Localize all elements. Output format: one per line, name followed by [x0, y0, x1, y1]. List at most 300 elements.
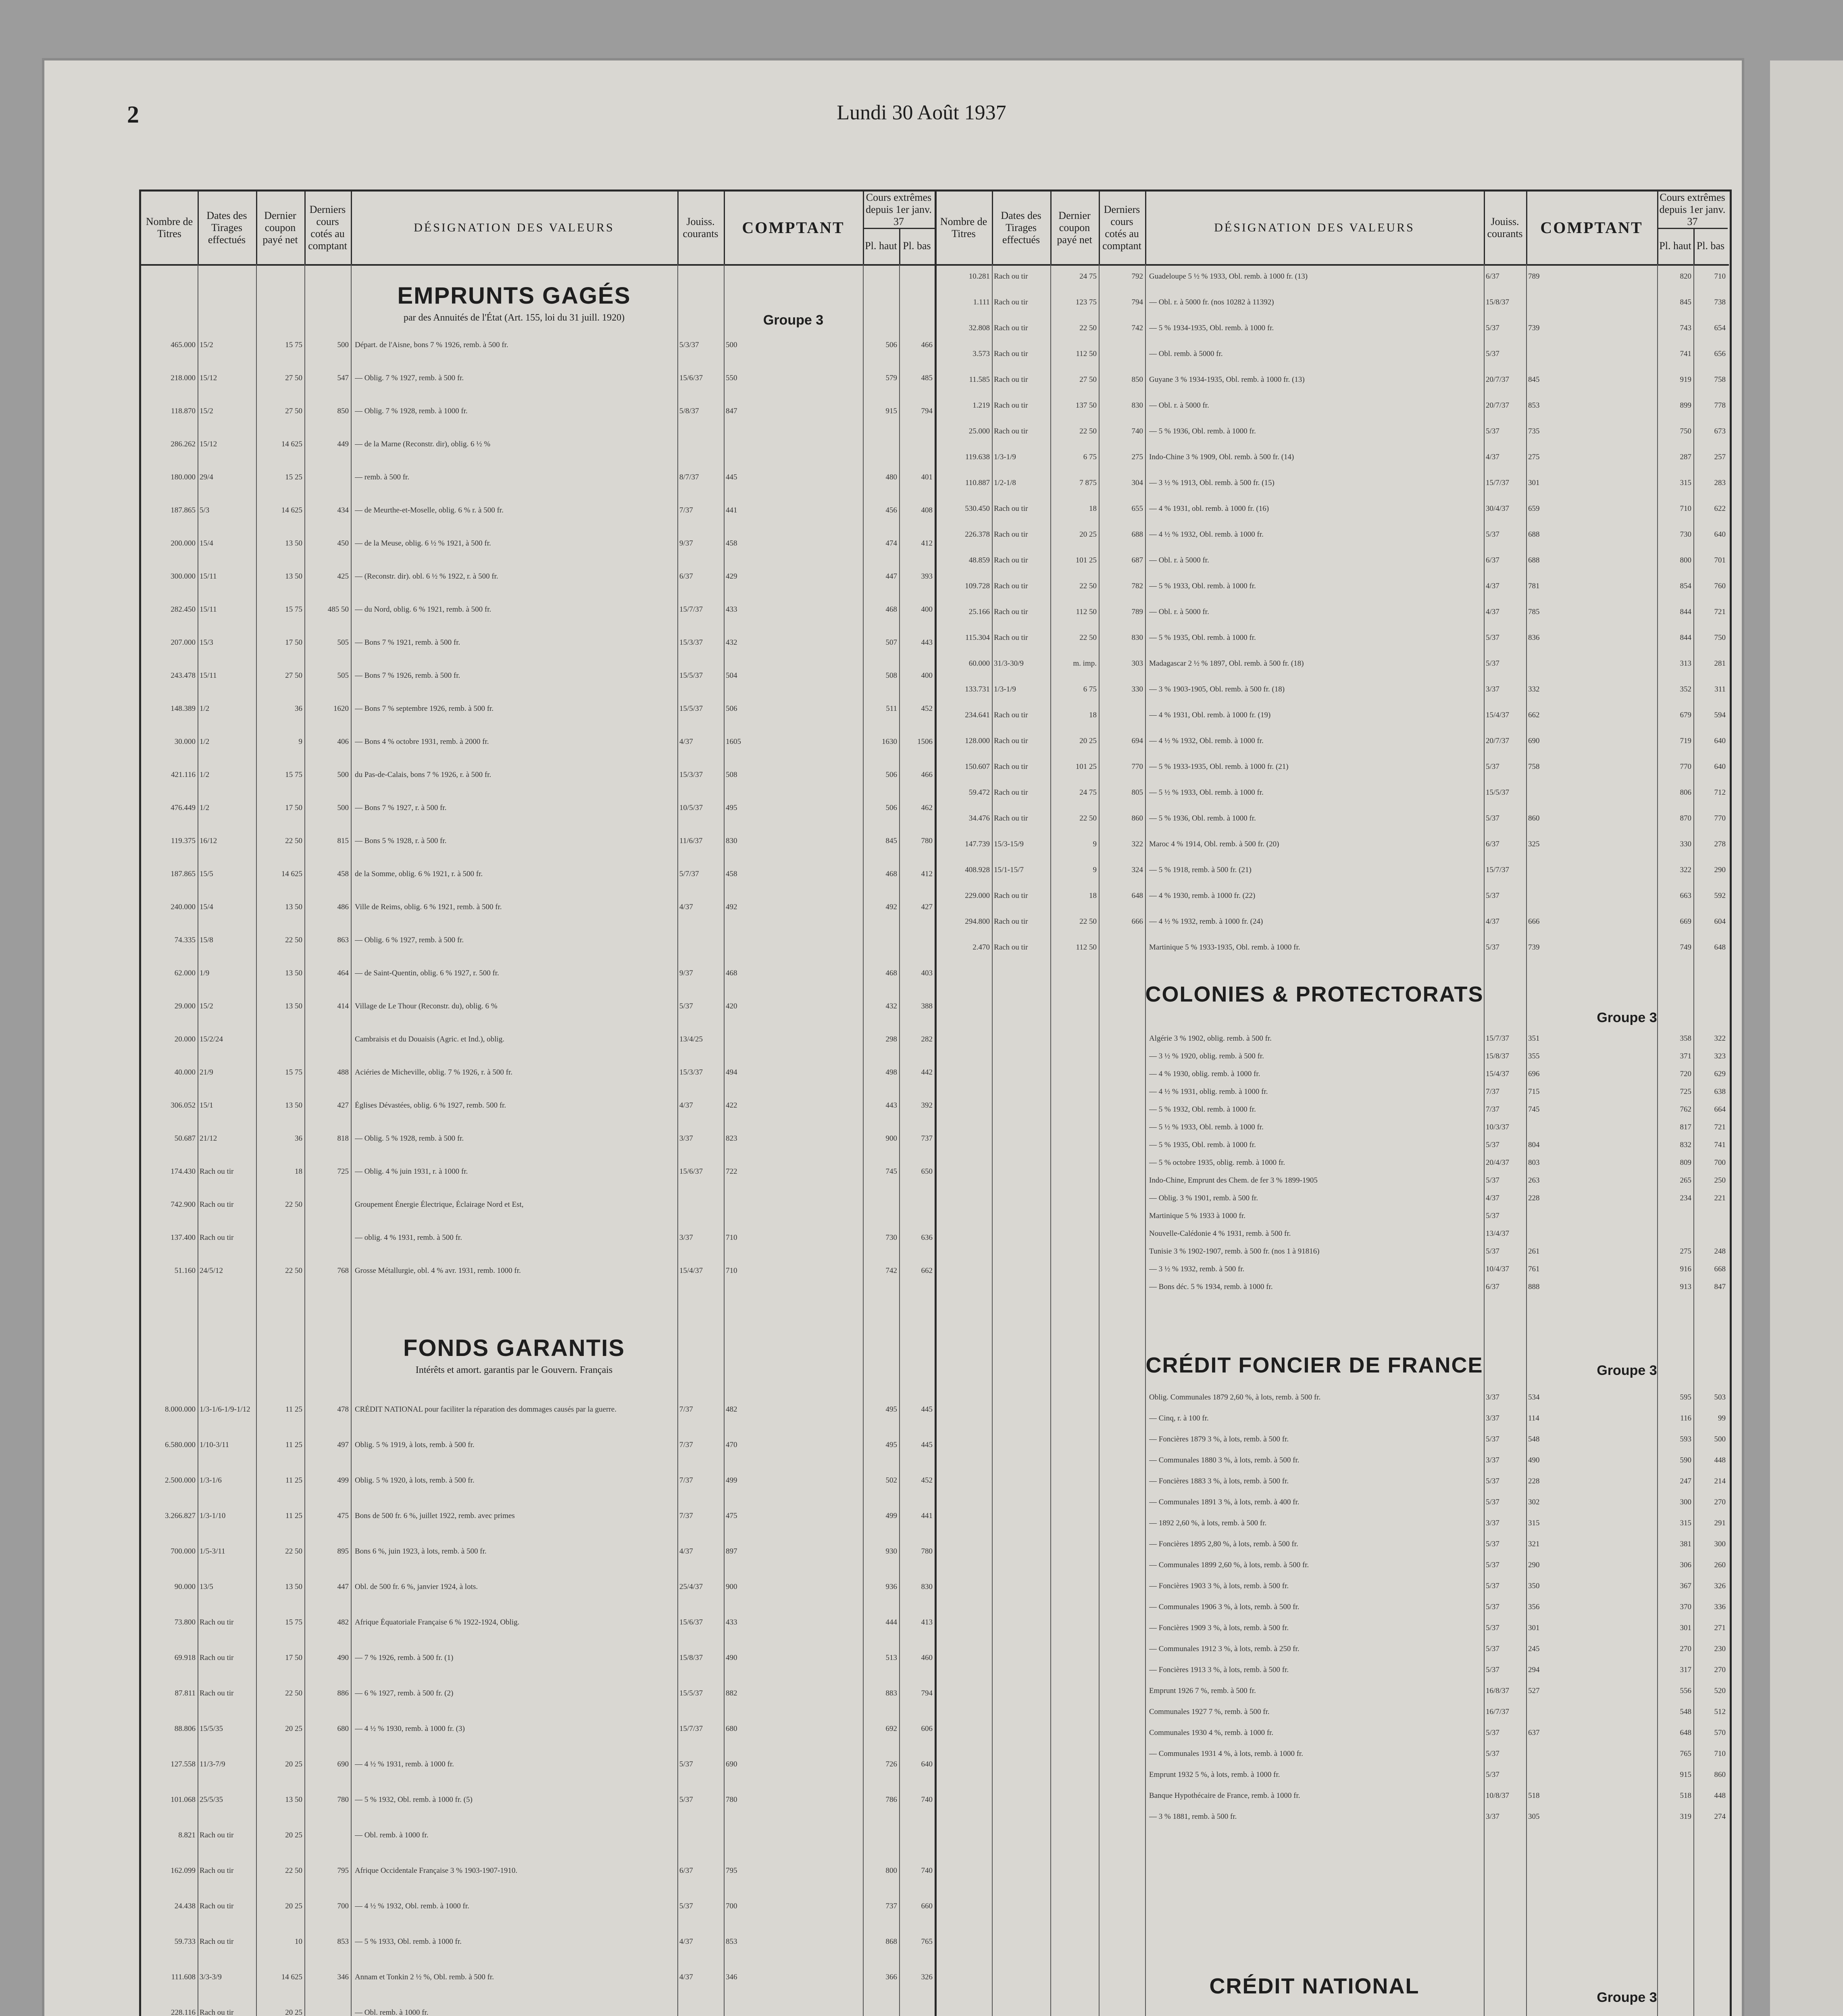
cell-b: 283 — [1714, 479, 1726, 487]
cell-p: 1605 — [726, 737, 741, 746]
cell-v: 895 — [337, 1547, 349, 1556]
cell-d: 15/8 — [200, 936, 213, 944]
cell-d: 29/4 — [200, 473, 213, 481]
cell-c: 22 50 — [1079, 814, 1097, 823]
cell-c: 17 50 — [285, 638, 302, 647]
cell-c: 20 25 — [1079, 530, 1097, 539]
cell-j: 7/37 — [1486, 1087, 1499, 1096]
cell-c: 14 625 — [281, 506, 302, 514]
cell-j: 5/37 — [1486, 530, 1499, 539]
cell-d: 1/3-1/9 — [994, 453, 1016, 461]
cell-h: 513 — [885, 1654, 897, 1662]
cell-p: 305 — [1528, 1812, 1540, 1821]
cell-j: 15/4/37 — [679, 1266, 703, 1275]
cell-des: — Obl. r. à 5000 fr. (nos 10282 à 11392) — [1149, 298, 1274, 306]
cell-j: 15/8/37 — [1486, 298, 1510, 306]
cell-d: 1/2-1/8 — [994, 479, 1016, 487]
cell-des: — Oblig. 7 % 1928, remb. à 1000 fr. — [355, 407, 468, 415]
table-row — [935, 1519, 1729, 1528]
cell-h: 444 — [885, 1618, 897, 1627]
table-row — [935, 1770, 1729, 1779]
cell-b: 1506 — [917, 737, 933, 746]
cell-des: — Foncières 1879 3 %, à lots, remb. à 500 fr. — [1149, 1435, 1289, 1443]
cell-p: 433 — [726, 1618, 737, 1627]
cell-j: 15/5/37 — [679, 704, 703, 713]
table-row — [141, 1973, 935, 1982]
cell-v: 1620 — [333, 704, 349, 713]
cell-v: 499 — [337, 1476, 349, 1485]
cell-p: 355 — [1528, 1052, 1540, 1060]
cell-j: 7/37 — [679, 1512, 693, 1520]
cell-v: 500 — [337, 341, 349, 349]
cell-c: 112 50 — [1076, 350, 1097, 358]
cell-b: 758 — [1714, 375, 1726, 384]
cell-n: 174.430 — [171, 1167, 196, 1176]
cell-j: 30/4/37 — [1486, 504, 1510, 513]
cell-c: 36 — [295, 1134, 302, 1143]
table-row — [141, 440, 935, 449]
table-row — [935, 840, 1729, 849]
cell-b: 452 — [921, 1476, 933, 1485]
table-row — [935, 1105, 1729, 1114]
cell-p: 722 — [726, 1167, 737, 1176]
cell-j: 15/7/37 — [1486, 866, 1510, 874]
cell-des: Maroc 4 % 1914, Obl. remb. à 500 fr. (20) — [1149, 840, 1279, 848]
table-row — [141, 1831, 935, 1840]
cell-j: 15/4/37 — [1486, 1070, 1510, 1078]
cell-j: 15/8/37 — [679, 1654, 703, 1662]
cell-des: — Obl. r. à 5000 fr. — [1149, 401, 1209, 410]
cell-des: — Obl. r. à 5000 fr. — [1149, 556, 1209, 564]
cell-p: 500 — [726, 341, 737, 349]
cell-des: — Obl. remb. à 1000 fr. — [355, 2008, 429, 2016]
cell-p: 700 — [726, 1902, 737, 1910]
left-half — [141, 192, 937, 2016]
cell-h: 506 — [885, 771, 897, 779]
table-row — [141, 969, 935, 978]
cell-j: 15/7/37 — [1486, 1034, 1510, 1043]
cell-b: 860 — [1714, 1770, 1726, 1779]
cell-d: Rach ou tir — [200, 1831, 234, 1839]
cell-h: 726 — [885, 1760, 897, 1768]
cell-j: 5/37 — [1486, 1561, 1499, 1569]
cell-des: — Bons 5 % 1928, r. à 500 fr. — [355, 837, 447, 845]
cell-p: 550 — [726, 374, 737, 382]
table-row — [141, 1134, 935, 1143]
table-row — [935, 401, 1729, 410]
cell-b: 443 — [921, 638, 933, 647]
cell-n: 240.000 — [171, 903, 196, 911]
cell-des: Martinique 5 % 1933 à 1000 fr. — [1149, 1212, 1246, 1220]
cell-v: 725 — [337, 1167, 349, 1176]
cell-b: 712 — [1714, 788, 1726, 797]
cell-d: 15/4 — [200, 539, 213, 548]
table-row — [935, 1176, 1729, 1185]
cell-b: 606 — [921, 1724, 933, 1733]
cell-j: 5/37 — [1486, 1666, 1499, 1674]
cell-d: 15/5/35 — [200, 1724, 223, 1733]
cell-j: 7/37 — [1486, 1105, 1499, 1114]
cell-c: 20 25 — [285, 1831, 302, 1839]
cell-des: — Oblig. 4 % juin 1931, r. à 1000 fr. — [355, 1167, 468, 1176]
cell-d: Rach ou tir — [994, 917, 1028, 926]
table-row — [935, 659, 1729, 668]
cell-c: 22 50 — [1079, 633, 1097, 642]
cell-p: 715 — [1528, 1087, 1540, 1096]
cell-c: 22 50 — [285, 1547, 302, 1556]
left-bottom-rows — [141, 1405, 935, 2016]
cell-b: 760 — [1714, 582, 1726, 590]
header-bas: Pl. bas — [1696, 240, 1725, 252]
cell-d: 21/9 — [200, 1068, 213, 1077]
cell-j: 4/37 — [679, 737, 693, 746]
cell-v: 464 — [337, 969, 349, 977]
cell-v: 853 — [337, 1937, 349, 1946]
table-row — [141, 473, 935, 482]
cell-c: 17 50 — [285, 804, 302, 812]
table-row — [141, 671, 935, 680]
cell-c: 15 75 — [285, 1618, 302, 1627]
cell-des: du Pas-de-Calais, bons 7 % 1926, r. à 500 fr. — [355, 771, 491, 779]
cell-des: Guyane 3 % 1934-1935, Obl. remb. à 1000 fr. (13) — [1149, 375, 1305, 384]
cell-p: 662 — [1528, 711, 1540, 719]
cell-d: Rach ou tir — [994, 556, 1028, 564]
cell-c: 22 50 — [285, 837, 302, 845]
table-row — [141, 1167, 935, 1176]
cell-v: 886 — [337, 1689, 349, 1697]
table-row — [935, 1812, 1729, 1821]
cell-des: — 4 ½ % 1931, oblig. remb. à 1000 fr. — [1149, 1087, 1268, 1096]
cell-b: 401 — [921, 473, 933, 481]
cell-d: Rach ou tir — [200, 1618, 234, 1627]
cell-j: 4/37 — [1486, 453, 1499, 461]
cell-c: 15 75 — [285, 771, 302, 779]
cell-b: 741 — [1714, 1141, 1726, 1149]
cell-b: 660 — [921, 1902, 933, 1910]
cell-des: — Oblig. 7 % 1927, remb. à 500 fr. — [355, 374, 464, 382]
cell-c: 24 75 — [1079, 272, 1097, 281]
table-row — [141, 1937, 935, 1946]
cell-b: 271 — [1714, 1624, 1726, 1632]
cell-n: 74.335 — [174, 936, 196, 944]
cell-n: 218.000 — [171, 374, 196, 382]
cell-h: 593 — [1680, 1435, 1691, 1443]
cell-h: 456 — [885, 506, 897, 514]
table-row — [141, 1200, 935, 1209]
cell-v: 687 — [1131, 556, 1143, 564]
cell-d: 15/11 — [200, 572, 217, 581]
cell-des: — Communales 1880 3 %, à lots, remb. à 500 fr. — [1149, 1456, 1299, 1464]
cell-b: 323 — [1714, 1052, 1726, 1060]
cell-c: 13 50 — [285, 539, 302, 548]
cell-b: 311 — [1714, 685, 1726, 694]
cell-c: 22 50 — [1079, 582, 1097, 590]
cell-b: 737 — [921, 1134, 933, 1143]
cell-des: — Oblig. 3 % 1901, remb. à 500 fr. — [1149, 1194, 1258, 1202]
cell-j: 5/37 — [1486, 1435, 1499, 1443]
cell-des: Grosse Métallurgie, obl. 4 % avr. 1931, remb. 1000 fr. — [355, 1266, 521, 1275]
cell-c: 14 625 — [281, 870, 302, 878]
cell-des: — Bons 7 % septembre 1926, remb. à 500 fr. — [355, 704, 494, 713]
cell-c: 112 50 — [1076, 943, 1097, 952]
cell-j: 5/37 — [1486, 943, 1499, 952]
cell-c: 22 50 — [1079, 324, 1097, 332]
cell-n: 11.585 — [969, 375, 990, 384]
cell-p: 710 — [726, 1266, 737, 1275]
cell-h: 265 — [1680, 1176, 1691, 1185]
cell-n: 20.000 — [174, 1035, 196, 1043]
cell-n: 226.378 — [965, 530, 990, 539]
cell-c: 17 50 — [285, 1654, 302, 1662]
cell-j: 10/5/37 — [679, 804, 703, 812]
header-coupon: Dernier coupon payé net — [256, 192, 306, 264]
cell-j: 5/37 — [1486, 324, 1499, 332]
cell-b: 445 — [921, 1405, 933, 1414]
cell-c: m. imp. — [1073, 659, 1097, 668]
cell-n: 110.887 — [965, 479, 990, 487]
cell-des: — (Reconstr. dir). obl. 6 ½ % 1922, r. à 500 fr. — [355, 572, 498, 581]
cell-b: 427 — [921, 903, 933, 911]
cell-d: 11/3-7/9 — [200, 1760, 225, 1768]
cell-p: 888 — [1528, 1283, 1540, 1291]
cell-v: 768 — [337, 1266, 349, 1275]
table-row — [935, 1791, 1729, 1800]
cell-h: 692 — [885, 1724, 897, 1733]
table-row — [141, 572, 935, 581]
cell-des: Emprunt 1932 5 %, à lots, remb. à 1000 fr. — [1149, 1770, 1280, 1779]
table-row — [935, 685, 1729, 694]
cell-h: 899 — [1680, 401, 1691, 410]
cell-j: 4/37 — [1486, 582, 1499, 590]
cell-des: — 5 % 1933, Obl. remb. à 1000 fr. — [1149, 582, 1256, 590]
cell-p: 346 — [726, 1973, 737, 1981]
cell-j: 5/37 — [1486, 1477, 1499, 1485]
cell-h: 548 — [1680, 1708, 1691, 1716]
cell-des: — 3 % 1903-1905, Obl. remb. à 500 fr. (18) — [1149, 685, 1285, 694]
cell-des: — 5 % 1935, Obl. remb. à 1000 fr. — [1149, 1141, 1256, 1149]
cell-p: 761 — [1528, 1265, 1540, 1273]
cell-j: 4/37 — [679, 1973, 693, 1981]
cell-p: 441 — [726, 506, 737, 514]
cell-h: 800 — [1680, 556, 1691, 564]
table-row — [141, 1583, 935, 1591]
cell-b: 656 — [1714, 350, 1726, 358]
cell-n: 282.450 — [171, 605, 196, 614]
cell-v: 478 — [337, 1405, 349, 1414]
table-row — [141, 1441, 935, 1450]
cell-h: 749 — [1680, 943, 1691, 952]
cell-p: 666 — [1528, 917, 1540, 926]
cell-des: — 4 ½ % 1930, remb. à 1000 fr. (3) — [355, 1724, 465, 1733]
header-jouiss: Jouiss. courants — [677, 192, 725, 264]
table-row — [935, 1123, 1729, 1132]
groupe-label: Groupe 3 — [763, 312, 824, 328]
cell-h: 663 — [1680, 891, 1691, 900]
cell-des: de la Somme, oblig. 6 % 1921, r. à 500 fr. — [355, 870, 483, 878]
cell-c: 20 25 — [285, 1724, 302, 1733]
table-row — [141, 1068, 935, 1077]
cell-j: 5/37 — [1486, 659, 1499, 668]
cell-v: 740 — [1131, 427, 1143, 435]
table-row — [141, 737, 935, 746]
cell-n: 200.000 — [171, 539, 196, 548]
cell-d: Rach ou tir — [994, 891, 1028, 900]
table-row — [935, 1435, 1729, 1444]
cell-h: 301 — [1680, 1624, 1691, 1632]
cell-n: 119.375 — [171, 837, 196, 845]
cell-n: 147.739 — [965, 840, 990, 848]
cell-b: 466 — [921, 341, 933, 349]
cell-des: — de Saint-Quentin, oblig. 6 % 1927, r. 500 fr. — [355, 969, 499, 977]
table-row — [935, 814, 1729, 823]
cell-j: 6/37 — [1486, 1283, 1499, 1291]
cell-b: 701 — [1714, 556, 1726, 564]
cell-c: 36 — [295, 704, 302, 713]
cell-h: 770 — [1680, 762, 1691, 771]
cell-n: 119.638 — [965, 453, 990, 461]
cell-p: 458 — [726, 539, 737, 548]
cell-n: 59.733 — [174, 1937, 196, 1946]
table-row — [141, 903, 935, 912]
cell-c: 22 50 — [285, 936, 302, 944]
cell-c: 15 75 — [285, 1068, 302, 1077]
cell-j: 3/37 — [679, 1233, 693, 1242]
cell-b: 604 — [1714, 917, 1726, 926]
cell-h: 730 — [1680, 530, 1691, 539]
cell-b: 452 — [921, 704, 933, 713]
cell-n: 243.478 — [171, 671, 196, 680]
cell-c: 13 50 — [285, 969, 302, 977]
cell-n: 87.811 — [175, 1689, 196, 1697]
cell-des: — 4 % 1931, Obl. remb. à 1000 fr. (19) — [1149, 711, 1271, 719]
cell-j: 5/37 — [1486, 633, 1499, 642]
section-colonies-title: COLONIES & PROTECTORATS — [1145, 982, 1484, 1006]
cell-v: 655 — [1131, 504, 1143, 513]
cell-b: 466 — [921, 771, 933, 779]
cell-n: 1.111 — [973, 298, 990, 306]
cell-n: 25.166 — [968, 608, 990, 616]
cell-p: 830 — [726, 837, 737, 845]
header-comptant: COMPTANT — [1526, 192, 1658, 264]
cell-des: — Obl. remb. à 1000 fr. — [355, 1831, 429, 1839]
cell-des: Afrique Équatoriale Française 6 % 1922-1924, Oblig. — [355, 1618, 520, 1627]
cell-h: 930 — [885, 1547, 897, 1556]
table-row — [935, 1034, 1729, 1043]
cell-j: 5/37 — [1486, 1729, 1499, 1737]
cell-p: 351 — [1528, 1034, 1540, 1043]
cell-v: 830 — [1131, 401, 1143, 410]
cell-des: — Cinq, r. à 100 fr. — [1149, 1414, 1209, 1422]
cell-n: 150.607 — [965, 762, 990, 771]
cell-b: 326 — [921, 1973, 933, 1981]
cell-h: 468 — [885, 605, 897, 614]
table-row — [141, 539, 935, 548]
cell-des: — 5 % 1935, Obl. remb. à 1000 fr. — [1149, 633, 1256, 642]
cell-p: 781 — [1528, 582, 1540, 590]
cell-h: 319 — [1680, 1812, 1691, 1821]
cell-p: 315 — [1528, 1519, 1540, 1527]
cell-v: 425 — [337, 572, 349, 581]
cell-p: 420 — [726, 1002, 737, 1010]
cell-v: 850 — [1131, 375, 1143, 384]
cell-b: 322 — [1714, 1034, 1726, 1043]
cell-b: 570 — [1714, 1729, 1726, 1737]
table-row — [935, 298, 1729, 307]
cell-p: 429 — [726, 572, 737, 581]
cell-des: Oblig. 5 % 1920, à lots, remb. à 500 fr. — [355, 1476, 475, 1485]
cell-v: 818 — [337, 1134, 349, 1143]
cell-b: 460 — [921, 1654, 933, 1662]
cell-h: 499 — [885, 1512, 897, 1520]
table-row — [935, 1141, 1729, 1150]
table-row — [935, 504, 1729, 513]
cell-d: 15/1 — [200, 1101, 213, 1110]
cell-d: Rach ou tir — [994, 298, 1028, 306]
cell-c: 20 25 — [285, 1760, 302, 1768]
cell-j: 20/7/37 — [1486, 401, 1510, 410]
cell-b: 441 — [921, 1512, 933, 1520]
cell-b: 260 — [1714, 1561, 1726, 1569]
cell-h: 669 — [1680, 917, 1691, 926]
cell-j: 10/4/37 — [1486, 1265, 1510, 1273]
cell-h: 590 — [1680, 1456, 1691, 1464]
cell-d: 15/1-15/7 — [994, 866, 1024, 874]
table-row — [141, 1405, 935, 1414]
cell-v: 450 — [337, 539, 349, 548]
cell-n: 90.000 — [174, 1583, 196, 1591]
cell-b: 847 — [1714, 1283, 1726, 1291]
cell-j: 5/37 — [1486, 1176, 1499, 1185]
cell-v: 304 — [1131, 479, 1143, 487]
cell-b: 794 — [921, 1689, 933, 1697]
table-row — [141, 2008, 935, 2016]
cell-h: 507 — [885, 638, 897, 647]
cell-v: 782 — [1131, 582, 1143, 590]
cell-h: 495 — [885, 1441, 897, 1449]
cell-h: 832 — [1680, 1141, 1691, 1149]
cell-j: 5/37 — [1486, 1582, 1499, 1590]
cell-b: 780 — [921, 1547, 933, 1556]
cell-j: 5/37 — [1486, 350, 1499, 358]
cell-h: 495 — [885, 1405, 897, 1414]
cell-des: Tunisie 3 % 1902-1907, remb. à 500 fr. (nos 1 à 91816) — [1149, 1247, 1320, 1256]
cell-j: 5/37 — [1486, 1540, 1499, 1548]
cell-c: 20 25 — [285, 1902, 302, 1910]
cell-h: 275 — [1680, 1247, 1691, 1256]
table-row — [935, 1212, 1729, 1220]
cell-c: 11 25 — [285, 1476, 302, 1485]
cell-v: 500 — [337, 804, 349, 812]
cell-v: 780 — [337, 1795, 349, 1804]
cell-p: 508 — [726, 771, 737, 779]
cell-b: 830 — [921, 1583, 933, 1591]
header-haut: Pl. haut — [863, 228, 900, 264]
cell-des: — remb. à 500 fr. — [355, 473, 410, 481]
cell-c: 9 — [1093, 840, 1097, 848]
cell-h: 518 — [1680, 1791, 1691, 1800]
cell-c: 123 75 — [1075, 298, 1097, 306]
cell-d: 16/12 — [200, 837, 217, 845]
cell-b: 794 — [921, 407, 933, 415]
cell-des: — 5 % 1934-1935, Obl. remb. à 1000 fr. — [1149, 324, 1274, 332]
cell-b: 594 — [1714, 711, 1726, 719]
cell-p: 897 — [726, 1547, 737, 1556]
header-dates: Dates des Tirages effectués — [992, 192, 1052, 264]
cell-j: 15/5/37 — [679, 1689, 703, 1697]
cell-j: 10/8/37 — [1486, 1791, 1510, 1800]
cell-c: 6 75 — [1083, 685, 1097, 694]
cell-n: 32.808 — [968, 324, 990, 332]
